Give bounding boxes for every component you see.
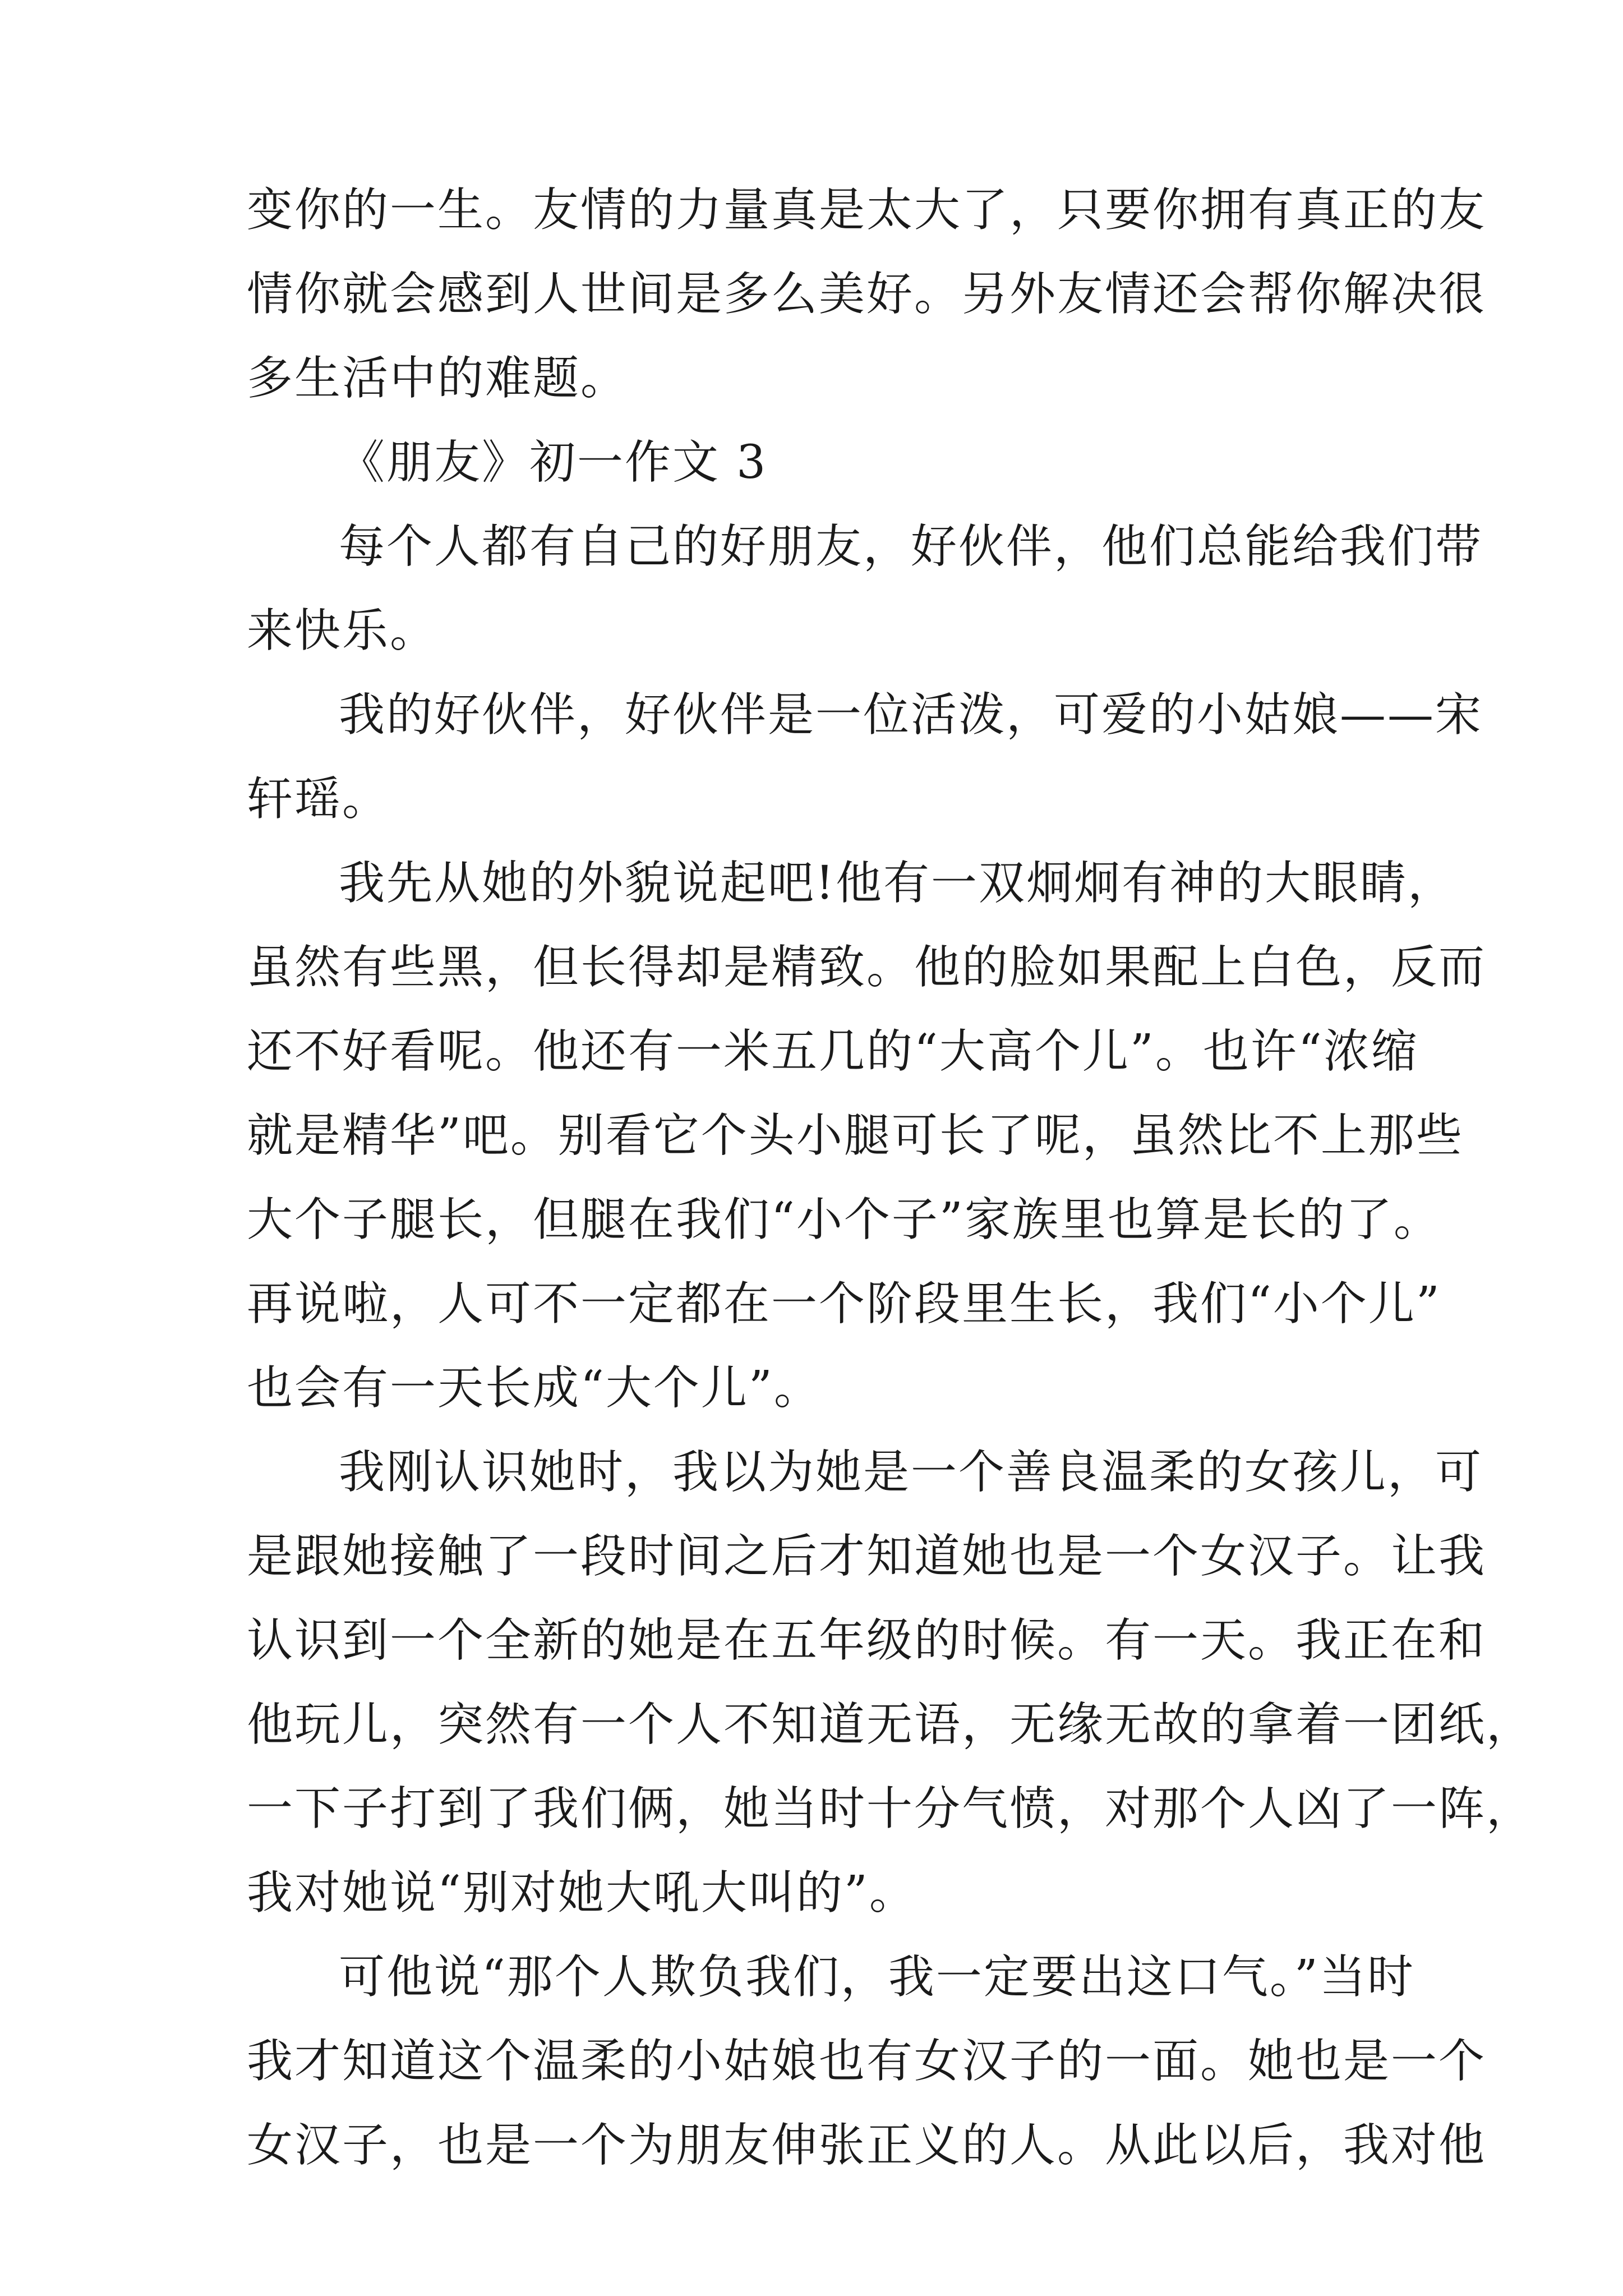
- text-line: 大个子腿长，但腿在我们“小个子”家族里也算是长的了。: [247, 1193, 1441, 1246]
- text-line: 认识到一个全新的她是在五年级的时候。有一天。我正在和: [247, 1614, 1487, 1667]
- text-line: 我先从她的外貌说起吧!他有一双炯炯有神的大眼睛，: [339, 857, 1455, 910]
- text-line: 每个人都有自己的好朋友，好伙伴，他们总能给我们带: [339, 520, 1483, 573]
- text-line: 我对她说“别对她大吼大叫的”。: [247, 1866, 917, 1920]
- document-body: [247, 168, 1534, 2188]
- text-line: 来快乐。: [247, 604, 438, 657]
- text-line: 可他说“那个人欺负我们，我一定要出这口气。”当时: [339, 1950, 1415, 2004]
- text-line: 轩瑶。: [247, 772, 390, 826]
- text-line: 再说啦，人可不一定都在一个阶段里生长，我们“小个儿”: [247, 1277, 1441, 1331]
- text-line: 我的好伙伴，好伙伴是一位活泼，可爱的小姑娘——宋: [339, 688, 1483, 742]
- text-line: 变你的一生。友情的力量真是太大了，只要你拥有真正的友: [247, 183, 1487, 237]
- text-line: 还不好看呢。他还有一米五几的“大高个儿”。也许“浓缩: [247, 1025, 1419, 1078]
- text-line: 也会有一天长成“大个儿”。: [247, 1361, 822, 1415]
- text-line: 情你就会感到人世间是多么美好。另外友情还会帮你解决很: [247, 268, 1487, 321]
- text-line: 是跟她接触了一段时间之后才知道她也是一个女汉子。让我: [247, 1530, 1487, 1583]
- text-line: 一下子打到了我们俩，她当时十分气愤，对那个人凶了一阵，: [247, 1782, 1534, 1835]
- text-line: 我才知道这个温柔的小姑娘也有女汉子的一面。她也是一个: [247, 2035, 1487, 2088]
- text-line: 我刚认识她时，我以为她是一个善良温柔的女孩儿，可: [339, 1446, 1483, 1499]
- text-line: 虽然有些黑，但长得却是精致。他的脸如果配上白色，反而: [247, 941, 1487, 994]
- section-heading: 《朋友》初一作文 3: [339, 436, 768, 489]
- text-line: 女汉子，也是一个为朋友伸张正义的人。从此以后，我对他: [247, 2119, 1487, 2172]
- text-line: 他玩儿，突然有一个人不知道无语，无缘无故的拿着一团纸，: [247, 1698, 1534, 1751]
- text-line: 就是精华”吧。别看它个头小腿可长了呢，虽然比不上那些: [247, 1109, 1464, 1162]
- text-line: 多生活中的难题。: [247, 352, 629, 405]
